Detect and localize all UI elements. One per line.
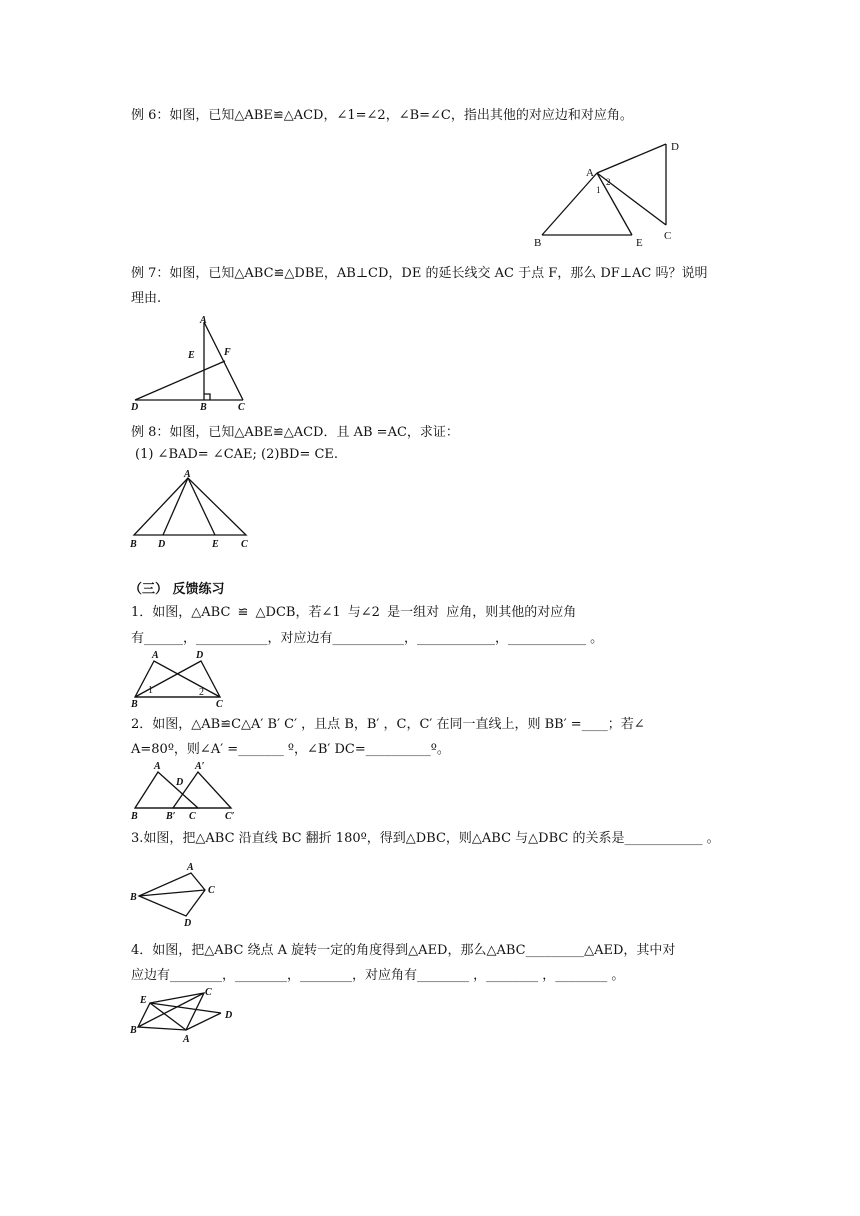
ex6-label-e: E <box>636 237 643 249</box>
q2-label-a2: A′ <box>195 761 205 772</box>
ex6-figure <box>530 138 690 250</box>
q1-label-b: B <box>131 699 138 710</box>
q1-text-line2: 有______，___________，对应边有___________，____________，____________ 。 <box>131 631 604 646</box>
ex8-seg-ad <box>163 478 188 535</box>
q2-figure <box>128 758 243 824</box>
q2-label-b: B <box>131 811 138 822</box>
ex7-seg-df <box>135 361 225 400</box>
q1-text-line1: 1．如图，△ABC ≌ △DCB，若∠1 与∠2 是一组对 应角，则其他的对应角 <box>131 605 577 620</box>
ex8-label-e: E <box>212 539 219 550</box>
ex7-text-line1: 例 7：如图，已知△ABC≌△DBE，AB⊥CD，DE 的延长线交 AC 于点 F，那么 DF⊥AC 吗？说明 <box>131 266 708 281</box>
q2-text-line2: A=80º，则∠A′ =_______ º，∠B′ DC=__________º。 <box>131 742 450 757</box>
q3-label-b: B <box>130 892 137 903</box>
q2-label-a: A <box>154 761 161 772</box>
q1-label-2: 2 <box>199 687 204 698</box>
q4-text-line1: 4．如图，把△ABC 绕点 A 旋转一定的角度得到△AED，那么△ABC_________△AED，其中对 <box>131 943 676 958</box>
q2-label-c: C <box>189 811 196 822</box>
ex8-label-d: D <box>158 539 166 550</box>
ex7-right-angle-mark <box>204 394 210 400</box>
ex8-triangle-abc <box>134 478 246 535</box>
ex6-label-1: 1 <box>596 185 601 195</box>
ex6-text: 例 6：如图，已知△ABE≌△ACD，∠1=∠2，∠B=∠C，指出其他的对应边和对应角。 <box>131 108 633 123</box>
q4-seg-da <box>186 1013 221 1030</box>
ex6-label-c: C <box>664 230 672 242</box>
q2-text-line1: 2．如图，△AB≌C△A′ B′ C′ ，且点 B，B′ ，C，C′ 在同一直线上，则 BB′ =____；若∠ <box>131 717 645 732</box>
q1-label-1: 1 <box>148 685 153 696</box>
q2-label-d: D <box>176 777 184 788</box>
ex8-text-line2: (1) ∠BAD= ∠CAE; (2)BD= CE. <box>135 447 339 462</box>
ex7-label-f: F <box>224 347 231 358</box>
ex8-seg-ae <box>188 478 215 535</box>
q4-figure <box>128 985 243 1045</box>
ex8-label-b: B <box>130 539 137 550</box>
ex6-seg-ab <box>542 173 597 235</box>
q1-label-c: C <box>216 699 223 710</box>
ex6-seg-ae <box>597 173 632 235</box>
ex7-label-b: B <box>200 402 207 413</box>
ex7-label-a: A <box>200 315 207 326</box>
ex6-label-d: D <box>671 141 679 153</box>
q3-seg-bc <box>139 890 205 896</box>
ex7-label-e: E <box>188 350 195 361</box>
q4-seg-bc <box>138 993 204 1027</box>
q4-text-line2: 应边有________，________，________，对应角有________ ，________ ，________ 。 <box>131 968 625 983</box>
q1-figure <box>128 645 228 710</box>
ex8-figure <box>128 468 258 552</box>
q4-label-d: D <box>225 1010 233 1021</box>
q1-label-d: D <box>196 650 204 661</box>
section-title: （三） 反馈练习 <box>129 582 225 597</box>
ex7-label-c: C <box>238 402 245 413</box>
ex6-seg-ad <box>597 144 666 173</box>
ex8-label-a: A <box>184 469 191 480</box>
q3-text-line1: 3.如图，把△ABC 沿直线 BC 翻折 180º，得到△DBC，则△ABC 与△DBC 的关系是____________ 。 <box>131 831 720 846</box>
ex6-label-a: A <box>586 167 594 179</box>
q4-label-b: B <box>130 1025 137 1036</box>
ex7-label-d: D <box>131 402 139 413</box>
ex6-label-2: 2 <box>606 177 611 187</box>
q3-figure <box>128 858 223 928</box>
q2-label-c2: C′ <box>225 811 235 822</box>
q3-label-c: C <box>208 885 215 896</box>
q4-label-e: E <box>140 995 147 1006</box>
q4-label-c: C <box>205 987 212 998</box>
q1-label-a: A <box>152 650 159 661</box>
q2-label-b2: B′ <box>166 811 176 822</box>
q3-label-d: D <box>184 918 192 929</box>
q3-label-a: A <box>187 862 194 873</box>
q4-label-a: A <box>183 1034 190 1045</box>
ex7-text-line2: 理由. <box>131 291 162 306</box>
ex8-label-c: C <box>241 539 248 550</box>
ex6-label-b: B <box>534 237 542 249</box>
ex8-text-line1: 例 8：如图，已知△ABE≌△ACD．且 AB =AC，求证： <box>131 425 459 440</box>
ex7-figure <box>128 312 253 413</box>
q2-triangle-abc <box>135 772 198 808</box>
